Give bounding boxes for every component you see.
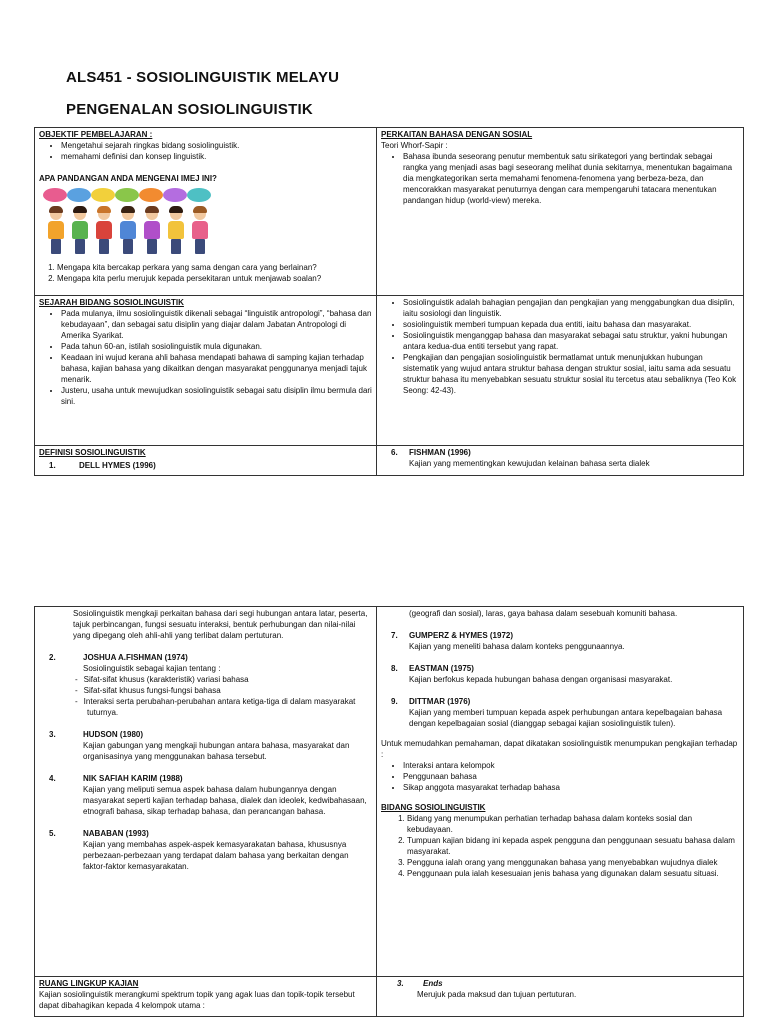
item-title: NIK SAFIAH KARIM (1988): [83, 774, 183, 783]
ruang-cell: [35, 977, 377, 1017]
child-legs: [51, 239, 61, 254]
definisi-right-cell: [377, 607, 744, 977]
sejarah-heading: SEJARAH BIDANG SOSIOLINGUISTIK: [39, 298, 184, 307]
child-hair: [145, 206, 159, 213]
child-hair: [169, 206, 183, 213]
child-legs: [195, 239, 205, 254]
speech-bubble: [43, 188, 67, 202]
child-shirt: [96, 221, 112, 239]
bidang-heading: BIDANG SOSIOLINGUISTIK: [381, 803, 486, 812]
image-question: APA PANDANGAN ANDA MENGENAI IMEJ INI?: [39, 174, 217, 183]
child-figure: [117, 198, 139, 256]
item-number: 5.: [49, 829, 56, 838]
sejarah-cell: [35, 296, 377, 446]
child-figure: [69, 198, 91, 256]
perkaitan-heading: PERKAITAN BAHASA DENGAN SOSIAL: [381, 130, 533, 139]
list-item: 2. Tumpuan kajian bidang ini kepada aspek pengguna dan penggunaan sesuatu bahasa dalam masyarakat.: [407, 835, 739, 857]
sejarah2-list: [381, 297, 739, 396]
item-desc: Merujuk pada maksud dan tujuan pertuturan.: [417, 990, 577, 999]
sejarah-list: [39, 308, 372, 407]
objektif-list: [39, 140, 372, 162]
item-desc: Kajian yang memberi tumpuan kepada aspek perhubungan antara kepelbagaian bahasa dengan kepelbagaian sosial (dianggap sebagai kajian sosiolinguistik tulen).: [409, 708, 723, 728]
item-title: DITTMAR (1976): [409, 697, 471, 706]
definition-item: [381, 630, 739, 652]
list-item: • Pada tahun 60-an, istilah sosiolinguistik mula digunakan.: [61, 341, 372, 352]
item-title: JOSHUA A.FISHMAN (1974): [83, 653, 188, 662]
definisi-cell: [35, 446, 377, 476]
item-number: 1.: [49, 461, 56, 470]
list-item: - Interaksi serta perubahan-perubahan antara ketiga-tiga di dalam masyarakat tuturnya.: [87, 696, 372, 718]
item-title: Ends: [423, 979, 443, 988]
item-number: 9.: [391, 697, 398, 706]
list-item: • Mengetahui sejarah ringkas bidang sosiolinguistik.: [61, 140, 372, 151]
child-hair: [73, 206, 87, 213]
hymes-desc: Sosiolinguistik mengkaji perkaitan bahasa dari segi hubungan antara latar, peserta, tajuk perbincangan, fungsi sesuatu interaksi, bentuk perhubungan dan nilai-nilai yang dipegang oleh ahli-ahli yang terlibat dalam pertuturan.: [73, 609, 368, 640]
document-title: ALS451 - SOSIOLINGUISTIK MELAYU: [66, 69, 340, 86]
list-item: 4. Penggunaan pula ialah kesesuaian jenis bahasa yang digunakan dalam sesuatu situasi.: [407, 868, 739, 879]
item-number: 7.: [391, 631, 398, 640]
definisi-continued-cell: [35, 607, 377, 977]
list-item: 3. Pengguna ialah orang yang menggunakan bahasa yang menyebabkan wujudnya dialek: [407, 857, 739, 868]
perkaitan-list: [381, 151, 739, 206]
page2-table: [34, 606, 744, 1017]
item-desc: Kajian yang mementingkan kewujudan kelainan bahasa serta dialek: [409, 459, 650, 468]
child-hair: [97, 206, 111, 213]
speech-bubble: [91, 188, 115, 202]
document-subtitle: PENGENALAN SOSIOLINGUISTIK: [66, 101, 313, 118]
page1-table: [34, 127, 744, 476]
list-item: • Sikap anggota masyarakat terhadap bahasa: [403, 782, 739, 793]
question-list: [39, 262, 372, 284]
definition-item: [381, 696, 739, 729]
item-number: 2.: [49, 653, 56, 662]
child-shirt: [144, 221, 160, 239]
item-desc: Kajian yang meliputi semua aspek bahasa dalam hubungannya dengan masyarakat seperti kajian terhadap bahasa, dialek dan ideolek, kedwibahasaan, etnografi bahasa, sikap terhadap bahasa, dan perancangan bahasa.: [83, 785, 367, 816]
list-item: • Pada mulanya, ilmu sosiolinguistik dikenali sebagai “linguistik antropologi”, “bahasa dan kebudayaan”, dan sebagai satu disiplin yang diajar dalam Jabatan Antropologi di Amerika Syarikat.: [61, 308, 372, 341]
item-number: 3.: [397, 979, 404, 988]
perkaitan-cell: [377, 128, 744, 296]
list-item: • Interaksi antara kelompok: [403, 760, 739, 771]
item-desc: Kajian yang meneliti bahasa dalam konteks penggunaannya.: [409, 642, 625, 651]
fishman-cell: [377, 446, 744, 476]
definisi-heading: DEFINISI SOSIOLINGUISTIK: [39, 448, 146, 457]
item-title: DELL HYMES (1996): [79, 461, 156, 470]
definition-item: [39, 773, 372, 817]
child-figure: [141, 198, 163, 256]
item-desc: Kajian gabungan yang mengkaji hubungan antara bahasa, masyarakat dan organisasinya yang menggunakan bahasa tersebut.: [83, 741, 350, 761]
item-number: 8.: [391, 664, 398, 673]
list-item: • Penggunaan bahasa: [403, 771, 739, 782]
item-title: NABABAN (1993): [83, 829, 149, 838]
summary-text: Untuk memudahkan pemahaman, dapat dikatakan sosiolinguistik menumpukan pengkajian terhadap :: [381, 739, 738, 759]
child-hair: [193, 206, 207, 213]
child-shirt: [168, 221, 184, 239]
sejarah2-cell: [377, 296, 744, 446]
list-item: • Sosiolinguistik adalah bahagian pengajian dan pengkajian yang menggabungkan dua disiplin, iaitu sosiologi dan linguistik.: [403, 297, 739, 319]
ends-cell: [377, 977, 744, 1017]
list-item: • Bahasa ibunda seseorang penutur membentuk satu sirikategori yang bertindak sebagai rangka yang menjadi asas bagi seseorang melihat dunia sekitarnya, menentukan bagaimana dia mengkategorikan serta memahami fenomena-fenomena yang berbeza-beza, dan mencorakkan masyarakat penuturnya dengan cara mempengaruhi tatacara menentukan pandangan hidup (world-view) mereka.: [403, 151, 739, 206]
child-shirt: [120, 221, 136, 239]
item-desc: Kajian yang membahas aspek-aspek kemasyarakatan bahasa, khususnya perbezaan-perbezaan yang terdapat dalam bahasa yang berkaitan dengan faktor-faktor kemasyarakatan.: [83, 840, 349, 871]
child-shirt: [192, 221, 208, 239]
ruang-heading: RUANG LINGKUP KAJIAN: [39, 979, 139, 988]
child-legs: [75, 239, 85, 254]
objektif-cell: [35, 128, 377, 296]
list-item: • memahami definisi dan konsep linguistik.: [61, 151, 372, 162]
child-figure: [93, 198, 115, 256]
speech-bubble: [67, 188, 91, 202]
list-item: 1. Bidang yang menumpukan perhatian terhadap bahasa dalam konteks sosial dan kebudayaan.: [407, 813, 739, 835]
summary-list: [381, 760, 739, 793]
speech-bubble: [115, 188, 139, 202]
item-title: EASTMAN (1975): [409, 664, 474, 673]
item-title: HUDSON (1980): [83, 730, 144, 739]
child-figure: [165, 198, 187, 256]
children-illustration: [45, 188, 372, 256]
item-number: 3.: [49, 730, 56, 739]
child-legs: [147, 239, 157, 254]
list-item: 2. Mengapa kita perlu merujuk kepada persekitaran untuk menjawab soalan?: [57, 273, 372, 284]
child-shirt: [72, 221, 88, 239]
speech-bubble: [163, 188, 187, 202]
item-number: 4.: [49, 774, 56, 783]
child-hair: [49, 206, 63, 213]
list-item: • Pengkajian dan pengajian sosiolinguistik bermatlamat untuk menunjukkan hubungan sistematik yang wujud antara struktur bahasa dengan struktur sosial, iaitu sama ada sesuatu struktur bahasa itu menyebabkan sesuatu struktur sosial itu tercetus atau sebaliknya (Teo Kok Seong: 42-43).: [403, 352, 739, 396]
list-item: - Sifat-sifat khusus fungsi-fungsi bahasa: [87, 685, 372, 696]
list-item: • Sosiolinguistik menganggap bahasa dan masyarakat sebagai satu struktur, yakni hubungan antara kedua-dua entiti tersebut yang rapat.: [403, 330, 739, 352]
fishman-item: [381, 447, 739, 458]
list-item: • Justeru, usaha untuk mewujudkan sosiolinguistik sebagai satu disiplin ilmu bermula dari sini.: [61, 385, 372, 407]
child-hair: [121, 206, 135, 213]
list-item: • Keadaan ini wujud kerana ahli bahasa mendapati bahawa di samping kajian terhadap bahasa, kajian bahasa yang dikaitkan dengan masyarakat penggunanya menjadi tajuk menarik.: [61, 352, 372, 385]
definisi-item: [39, 460, 372, 471]
child-figure: [189, 198, 211, 256]
continued-text: (geografi dan sosial), laras, gaya bahasa dalam sesebuah komuniti bahasa.: [409, 609, 678, 618]
fishman-dash-list: [39, 674, 372, 718]
list-item: - Sifat-sifat khusus (karakteristik) variasi bahasa: [87, 674, 372, 685]
definition-item: [381, 663, 739, 685]
item-title: FISHMAN (1996): [409, 448, 471, 457]
ends-item: [381, 978, 739, 989]
child-legs: [171, 239, 181, 254]
child-figure: [45, 198, 67, 256]
item-title: GUMPERZ & HYMES (1972): [409, 631, 514, 640]
child-legs: [99, 239, 109, 254]
ruang-desc: Kajian sosiolinguistik merangkumi spektrum topik yang agak luas dan topik-topik tersebut dapat dibahagikan kepada 4 kelompok utama :: [39, 990, 355, 1010]
list-item: • sosiolinguistik memberi tumpuan kepada dua entiti, iaitu bahasa dan masyarakat.: [403, 319, 739, 330]
objektif-heading: OBJEKTIF PEMBELAJARAN :: [39, 130, 153, 139]
child-shirt: [48, 221, 64, 239]
child-legs: [123, 239, 133, 254]
definition-item: [39, 652, 372, 674]
bidang-list: [381, 813, 739, 879]
definition-item: [39, 729, 372, 762]
item-desc: Kajian berfokus kepada hubungan bahasa dengan organisasi masyarakat.: [409, 675, 673, 684]
list-item: 1. Mengapa kita bercakap perkara yang sama dengan cara yang berlainan?: [57, 262, 372, 273]
item-number: 6.: [391, 448, 398, 457]
item-desc: Sosiolinguistik sebagai kajian tentang :: [83, 664, 221, 673]
teori-label: Teori Whorf-Sapir :: [381, 141, 448, 150]
speech-bubble: [187, 188, 211, 202]
definition-item: [39, 828, 372, 872]
speech-bubble: [139, 188, 163, 202]
